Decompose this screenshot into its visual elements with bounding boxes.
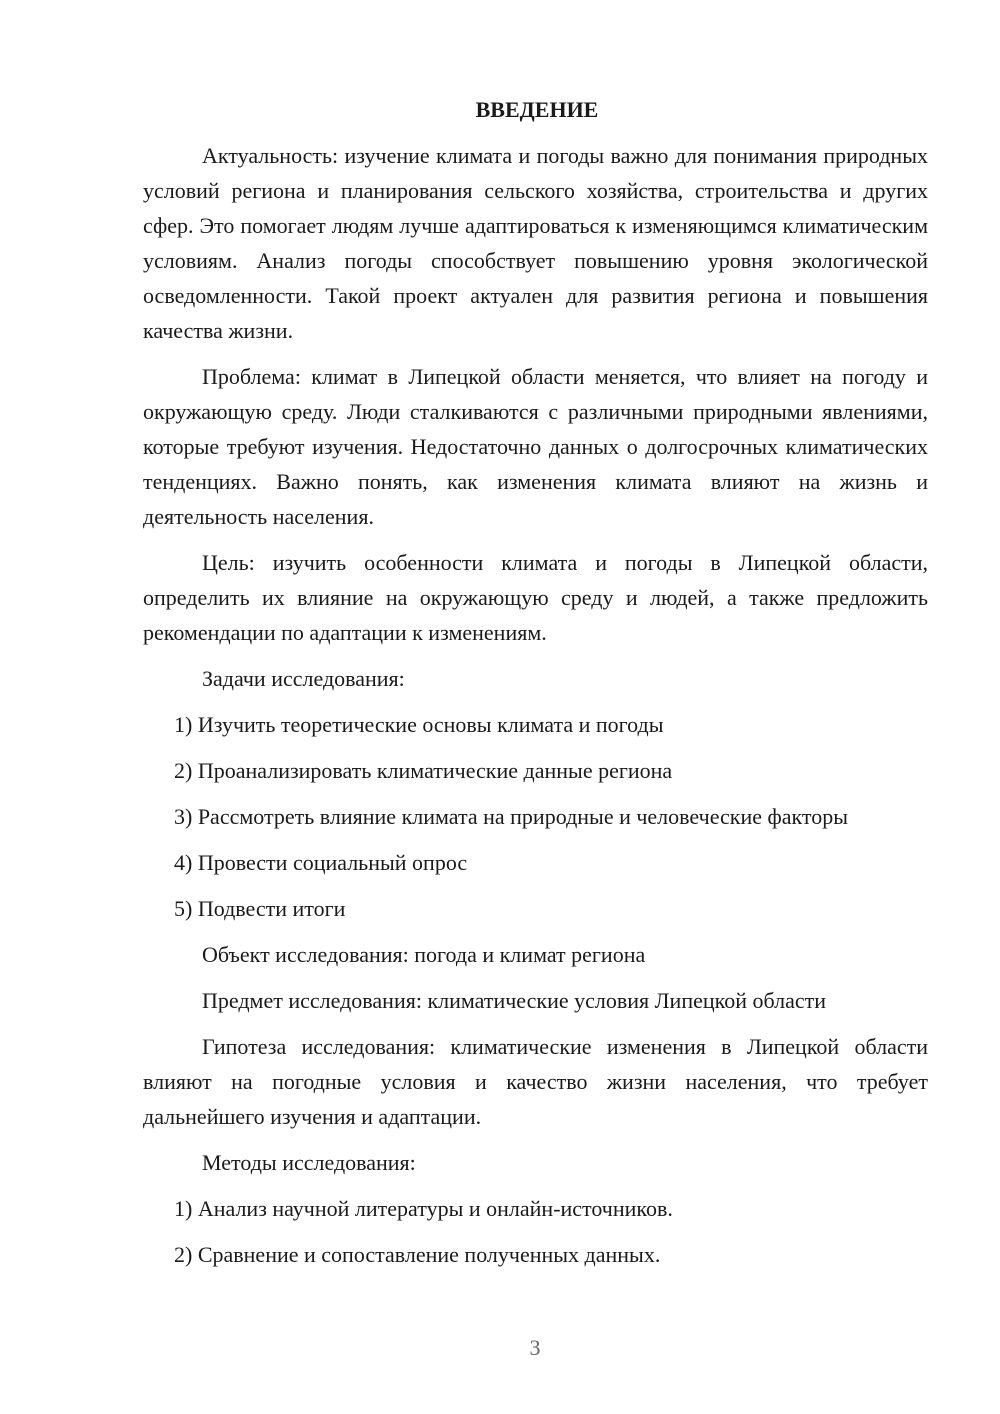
- methods-heading: Методы исследования:: [202, 1150, 416, 1175]
- task-item-1: 1) Изучить теоретические основы климата и погоды: [174, 712, 664, 737]
- goal-paragraph: Цель: изучить особенности климата и погоды в Липецкой области, определить их влияние на окружающую среду и людей, а также предложить рекомендации по адаптации к изменениям.: [143, 550, 928, 645]
- hypothesis-paragraph: Гипотеза исследования: климатические изменения в Липецкой области влияют на погодные условия и качество жизни населения, что требует дальнейшего изучения и адаптации.: [143, 1034, 928, 1129]
- task-item-3: 3) Рассмотреть влияние климата на природные и человеческие факторы: [174, 804, 849, 829]
- method-item-1: 1) Анализ научной литературы и онлайн-источников.: [174, 1196, 673, 1221]
- document-page: [143, 94, 928, 1272]
- object-line: Объект исследования: погода и климат региона: [202, 942, 646, 967]
- task-item-4: 4) Провести социальный опрос: [174, 850, 468, 875]
- relevance-paragraph: Актуальность: изучение климата и погоды важно для понимания природных условий региона и планирования сельского хозяйства, строительства и других сфер. Это помогает людям лучше адаптироваться к изменяющимся климатическим условиям. Анализ погоды способствует повышению уровня экологической осведомленности. Такой проект актуален для развития региона и повышения качества жизни.: [143, 143, 928, 343]
- document-heading: ВВЕДЕНИЕ: [475, 97, 599, 122]
- task-item-2: 2) Проанализировать климатические данные региона: [174, 758, 673, 783]
- problem-paragraph: Проблема: климат в Липецкой области меняется, что влияет на погоду и окружающую среду. Люди сталкиваются с различными природными явлениями, которые требуют изучения. Недостаточно данных о долгосрочных климатических тенденциях. Важно понять, как изменения климата влияют на жизнь и деятельность населения.: [143, 364, 928, 529]
- method-item-2: 2) Сравнение и сопоставление полученных данных.: [174, 1242, 661, 1267]
- tasks-heading: Задачи исследования:: [202, 666, 405, 691]
- page-number: 3: [529, 1335, 541, 1360]
- task-item-5: 5) Подвести итоги: [174, 896, 346, 921]
- subject-line: Предмет исследования: климатические условия Липецкой области: [202, 988, 827, 1013]
